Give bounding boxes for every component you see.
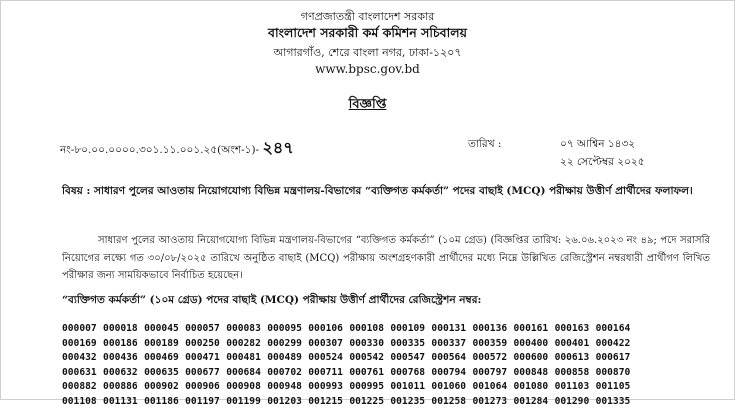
website-link[interactable]: www.bpsc.gov.bd <box>315 62 420 76</box>
registration-number: 000613 <box>554 352 590 364</box>
registration-number: 000422 <box>595 337 631 349</box>
registration-number: 000164 <box>595 323 631 334</box>
registration-number: 000045 <box>144 323 179 334</box>
registration-number: 001080 <box>513 381 549 393</box>
date-english: ২২ সেপ্টেম্বর ২০২৫ <box>560 156 645 168</box>
registration-number: 000761 <box>349 366 384 378</box>
registration-number: 000908 <box>226 381 261 393</box>
govt-name: গণপ্রজাতন্ত্রী বাংলাদেশ সরকার <box>300 10 435 23</box>
registration-number: 000106 <box>308 323 343 334</box>
registration-number: 000471 <box>185 352 220 364</box>
registration-number: 000886 <box>103 381 138 393</box>
registration-number: 000057 <box>185 323 220 334</box>
registration-number: 000948 <box>267 381 302 393</box>
registration-number: 001131 <box>103 395 138 407</box>
registration-number: 000401 <box>554 337 590 349</box>
registration-number: 000161 <box>513 323 549 334</box>
registration-row <box>62 322 702 337</box>
registration-number: 000768 <box>390 366 426 378</box>
registration-number: 000882 <box>62 381 97 393</box>
registration-number: 001108 <box>62 395 97 407</box>
office-name: বাংলাদেশ সরকারী কর্ম কমিশন সচিবালয় <box>268 25 467 40</box>
registration-number: 000635 <box>144 366 179 378</box>
registration-number: 000299 <box>267 337 302 349</box>
registration-number: 000131 <box>431 323 467 334</box>
registration-number: 000337 <box>431 337 467 349</box>
notice-title: বিজ্ঞপ্তি <box>348 97 387 112</box>
registration-number: 000993 <box>308 381 343 393</box>
registration-number: 000906 <box>185 381 220 393</box>
registration-number: 000018 <box>103 323 138 334</box>
registration-number: 000163 <box>554 323 590 334</box>
registration-row <box>62 337 702 352</box>
registration-number: 001284 <box>513 395 549 407</box>
registration-number: 000083 <box>226 323 261 334</box>
registration-number: 001199 <box>226 395 261 407</box>
memo-handwritten-number: ২৪৭ <box>262 138 294 157</box>
registration-number: 000702 <box>267 366 302 378</box>
registration-number: 000797 <box>472 366 508 378</box>
registration-number: 000359 <box>472 337 508 349</box>
subject-line: বিষয় : সাধারণ পুলের আওতায় নিয়োগযোগ্য বিভিন্ন মন্ত্রণালয়-বিভাগের “ব্যক্তিগত কর্মকর্তা” পদের বাছাই (MCQ) পরীক্ষায় উত্তীর্ণ প্রার্থীদের ফলাফল। <box>62 185 693 197</box>
registration-number: 000489 <box>267 352 302 364</box>
body-paragraph: সাধারণ পুলের আওতায় নিয়োগযোগ্য বিভিন্ন মন্ত্রণালয়-বিভাগের “ব্যক্তিগত কর্মকর্তা” (১০ম গ্রেড) (বিজ্ঞপ্তির তারিখ: ২৬.০৬.২০২৩ নং ৪৯; পদে সরাসরি নিয়োগের লক্ষ্যে গত ৩০/০৮/২০২৫ তারিখে অনুষ্ঠিত বাছাই (MCQ) পরীক্ষায় অংশগ্রহণকারী প্রার্থীদের মধ্যে নিম্নে উল্লিখিত রেজিস্ট্রেশন নম্বরধারী প্রার্থীগণ লিখিত পরীক্ষার জন্য সাময়িকভাবে নির্বাচিত হয়েছেন। <box>62 235 710 281</box>
registration-number: 001197 <box>185 395 220 407</box>
registration-number: 000524 <box>308 352 343 364</box>
date-label: তারিখ : <box>468 138 502 150</box>
registration-number: 000400 <box>513 337 549 349</box>
registration-number: 000677 <box>185 366 220 378</box>
registration-number: 000095 <box>267 323 302 334</box>
registration-number: 000572 <box>472 352 508 364</box>
list-heading: “ব্যক্তিগত কর্মকর্তা” (১০ম গ্রেড) পদের বাছাই (MCQ) পরীক্ষায় উত্তীর্ণ প্রার্থীদের রেজিস্ট্রেশন নম্বর: <box>62 294 482 306</box>
registration-number: 000186 <box>103 337 138 349</box>
registration-number: 000109 <box>390 323 426 334</box>
date-bangla: ০৭ আশ্বিন ১৪৩২ <box>560 138 636 150</box>
registration-number: 000469 <box>144 352 179 364</box>
registration-number: 000108 <box>349 323 384 334</box>
memo-number-text: নং-৮০.০০.০০০০.৩০১.১১.০০১.২৫(অংশ-১)- <box>60 144 260 156</box>
registration-number: 000007 <box>62 323 97 334</box>
office-address: আগারগাঁও, শেরে বাংলা নগর, ঢাকা-১২০৭ <box>273 46 462 59</box>
registration-number: 000250 <box>185 337 220 349</box>
registration-number: 001203 <box>267 395 302 407</box>
registration-number-grid <box>62 322 702 410</box>
registration-number: 001105 <box>595 381 631 393</box>
registration-number: 001103 <box>554 381 590 393</box>
registration-number: 000189 <box>144 337 179 349</box>
registration-number: 000870 <box>595 366 631 378</box>
registration-number: 000282 <box>226 337 261 349</box>
registration-number: 000858 <box>554 366 590 378</box>
registration-number: 001258 <box>431 395 467 407</box>
registration-number: 001060 <box>431 381 467 393</box>
registration-row <box>62 366 702 381</box>
registration-number: 000335 <box>390 337 426 349</box>
registration-number: 000564 <box>431 352 467 364</box>
registration-number: 000631 <box>62 366 97 378</box>
registration-number: 000794 <box>431 366 467 378</box>
memo-number <box>60 135 294 162</box>
registration-number: 001273 <box>472 395 508 407</box>
registration-number: 000432 <box>62 352 97 364</box>
registration-number: 001235 <box>390 395 426 407</box>
registration-number: 000436 <box>103 352 138 364</box>
registration-number: 001186 <box>144 395 179 407</box>
registration-number: 000542 <box>349 352 384 364</box>
registration-number: 000481 <box>226 352 261 364</box>
registration-number: 001064 <box>472 381 508 393</box>
registration-number: 000995 <box>349 381 384 393</box>
registration-number: 000547 <box>390 352 426 364</box>
registration-number: 001335 <box>595 395 631 407</box>
registration-number: 001215 <box>308 395 343 407</box>
registration-number: 000600 <box>513 352 549 364</box>
registration-number: 000848 <box>513 366 549 378</box>
registration-number: 000902 <box>144 381 179 393</box>
registration-number: 001225 <box>349 395 384 407</box>
registration-row <box>62 351 702 366</box>
registration-number: 000307 <box>308 337 343 349</box>
registration-number: 000169 <box>62 337 97 349</box>
registration-row <box>62 380 702 395</box>
registration-number: 000617 <box>595 352 631 364</box>
registration-number: 001011 <box>390 381 426 393</box>
registration-number: 000711 <box>308 366 343 378</box>
registration-number: 000632 <box>103 366 138 378</box>
registration-row <box>62 395 702 410</box>
registration-number: 000330 <box>349 337 384 349</box>
registration-number: 000136 <box>472 323 508 334</box>
registration-number: 000684 <box>226 366 261 378</box>
registration-number: 001290 <box>554 395 590 407</box>
